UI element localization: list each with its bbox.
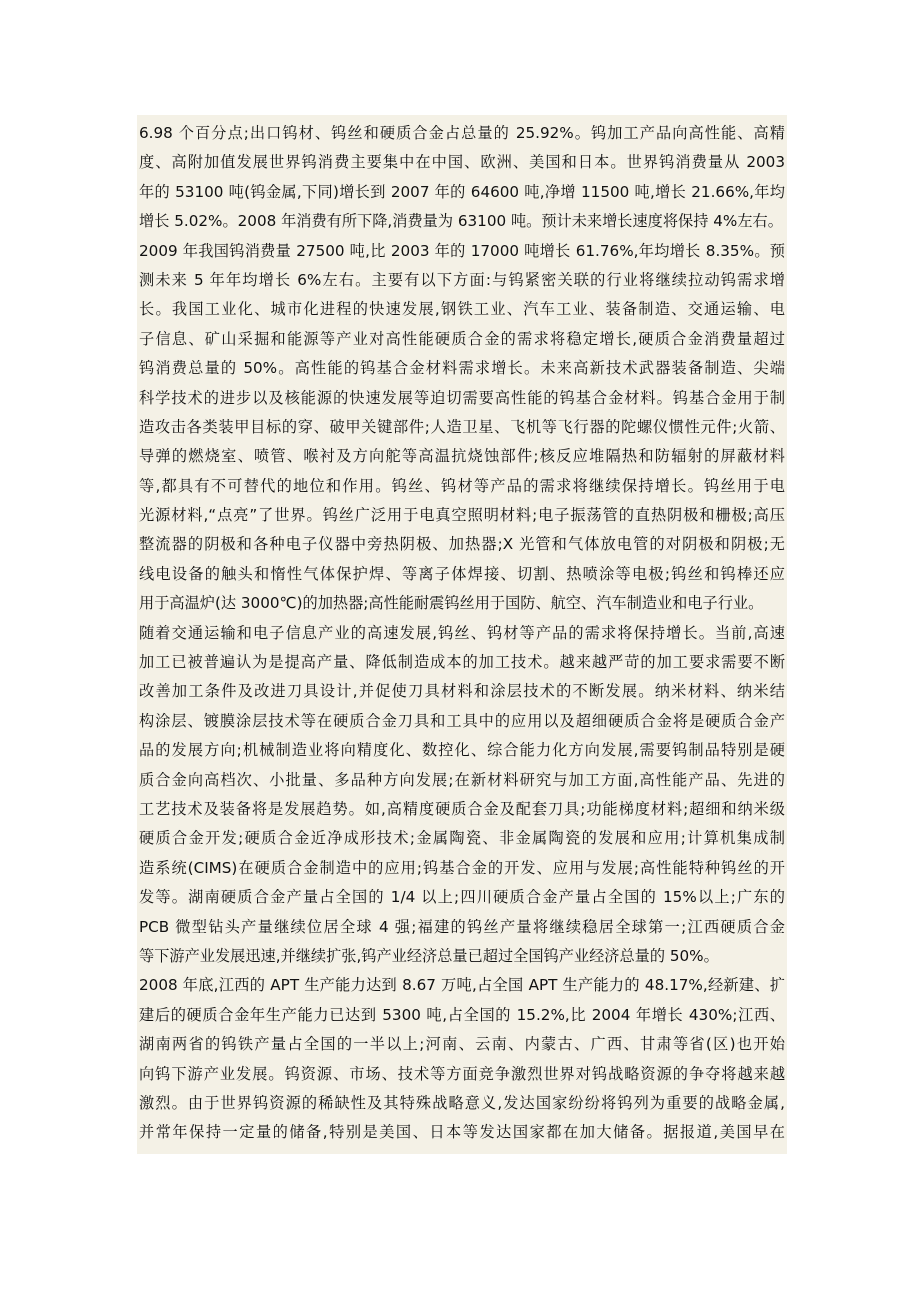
text-line: 发等。湖南硬质合金产量占全国的 1/4 以上;四川硬质合金产量占全国的 15%以上;广东的: [139, 888, 785, 907]
text-line: 6.98 个百分点;出口钨材、钨丝和硬质合金占总量的 25.92%。钨加工产品向高性能、高精: [139, 124, 785, 142]
text-line: 工艺技术及装备将是发展趋势。如,高精度硬质合金及配套刀具;功能梯度材料;超细和纳米级: [139, 799, 785, 818]
text-line: 品的发展方向;机械制造业将向精度化、数控化、综合能力化方向发展,需要钨制品特别是硬: [139, 741, 785, 760]
text-line: 导弹的燃烧室、喷管、喉衬及方向舵等高温抗烧蚀部件;核反应堆隔热和防辐射的屏蔽材料: [139, 447, 785, 466]
text-line: 测未来 5 年年均增长 6%左右。主要有以下方面:与钨紧密关联的行业将继续拉动钨需求增: [139, 270, 785, 289]
text-line: 科学技术的进步以及核能源的快速发展等迫切需要高性能的钨基合金材料。钨基合金用于制: [139, 388, 785, 407]
text-line: 造攻击各类装甲目标的穿、破甲关键部件;人造卫星、飞机等飞行器的陀螺仪惯性元件;火箭、: [139, 417, 785, 436]
text-line: 钨消费总量的 50%。高性能的钨基合金材料需求增长。未来高新技术武器装备制造、尖端: [139, 359, 785, 378]
text-line: 长。我国工业化、城市化进程的快速发展,钢铁工业、汽车工业、装备制造、交通运输、电: [139, 300, 785, 319]
text-line: 建后的硬质合金年生产能力已达到 5300 吨,占全国的 15.2%,比 2004 年增长 430%;江西、: [139, 1005, 785, 1024]
text-line: 年的 53100 吨(钨金属,下同)增长到 2007 年的 64600 吨,净增 11500 吨,增长 21.66%,年均: [139, 182, 785, 201]
text-line: 光源材料,“点亮”了世界。钨丝广泛用于电真空照明材料;电子振荡管的直热阴极和栅极;高压: [139, 506, 785, 525]
text-line: 等,都具有不可替代的地位和作用。钨丝、钨材等产品的需求将继续保持增长。钨丝用于电: [139, 476, 785, 495]
text-line: 造系统(CIMS)在硬质合金制造中的应用;钨基合金的开发、应用与发展;高性能特种钨丝的开: [139, 858, 785, 877]
text-line: 改善加工条件及改进刀具设计,并促使刀具材料和涂层技术的不断发展。纳米材料、纳米结: [139, 682, 785, 701]
document-body: [137, 115, 787, 1154]
text-line: 向钨下游产业发展。钨资源、市场、技术等方面竞争激烈世界对钨战略资源的争夺将越来越: [139, 1064, 785, 1083]
text-line: 整流器的阴极和各种电子仪器中旁热阴极、加热器;X 光管和气体放电管的对阴极和阴极;无: [139, 535, 785, 554]
text-line: 质合金向高档次、小批量、多品种方向发展;在新材料研究与加工方面,高性能产品、先进的: [139, 770, 785, 789]
text-line: 度、高附加值发展世界钨消费主要集中在中国、欧洲、美国和日本。世界钨消费量从 2003: [139, 153, 785, 172]
text-line: 子信息、矿山采掘和能源等产业对高性能硬质合金的需求将稳定增长,硬质合金消费量超过: [139, 329, 785, 348]
text-line: 硬质合金开发;硬质合金近净成形技术;金属陶瓷、非金属陶瓷的发展和应用;计算机集成制: [139, 829, 785, 848]
text-line: 2009 年我国钨消费量 27500 吨,比 2003 年的 17000 吨增长 61.76%,年均增长 8.35%。预: [139, 241, 785, 260]
text-line: 随着交通运输和电子信息产业的高速发展,钨丝、钨材等产品的需求将保持增长。当前,高速: [139, 623, 785, 642]
text-line: 激烈。由于世界钨资源的稀缺性及其特殊战略意义,发达国家纷纷将钨列为重要的战略金属,: [139, 1093, 785, 1112]
text-line: 等下游产业发展迅速,并继续扩张,钨产业经济总量已超过全国钨产业经济总量的 50%。: [139, 946, 719, 965]
text-line: 线电设备的触头和惰性气体保护焊、等离子体焊接、切割、热喷涂等电极;钨丝和钨棒还应: [139, 564, 785, 583]
text-line: PCB 微型钻头产量继续位居全球 4 强;福建的钨丝产量将继续稳居全球第一;江西硬质合金: [139, 917, 785, 936]
text-line: 用于高温炉(达 3000℃)的加热器;高性能耐震钨丝用于国防、航空、汽车制造业和电子行业。: [139, 594, 764, 613]
text-line: 增长 5.02%。2008 年消费有所下降,消费量为 63100 吨。预计未来增长速度将保持 4%左右。: [139, 212, 783, 231]
text-line: 湖南两省的钨铁产量占全国的一半以上;河南、云南、内蒙古、广西、甘肃等省(区)也开始: [139, 1035, 785, 1054]
text-line: 构涂层、镀膜涂层技术等在硬质合金刀具和工具中的应用以及超细硬质合金将是硬质合金产: [139, 711, 785, 730]
text-line: 加工已被普遍认为是提高产量、降低制造成本的加工技术。越来越严苛的加工要求需要不断: [139, 653, 785, 672]
text-line: 2008 年底,江西的 APT 生产能力达到 8.67 万吨,占全国 APT 生产能力的 48.17%,经新建、扩: [139, 976, 785, 995]
text-line: 并常年保持一定量的储备,特别是美国、日本等发达国家都在加大储备。据报道,美国早在: [139, 1123, 785, 1142]
